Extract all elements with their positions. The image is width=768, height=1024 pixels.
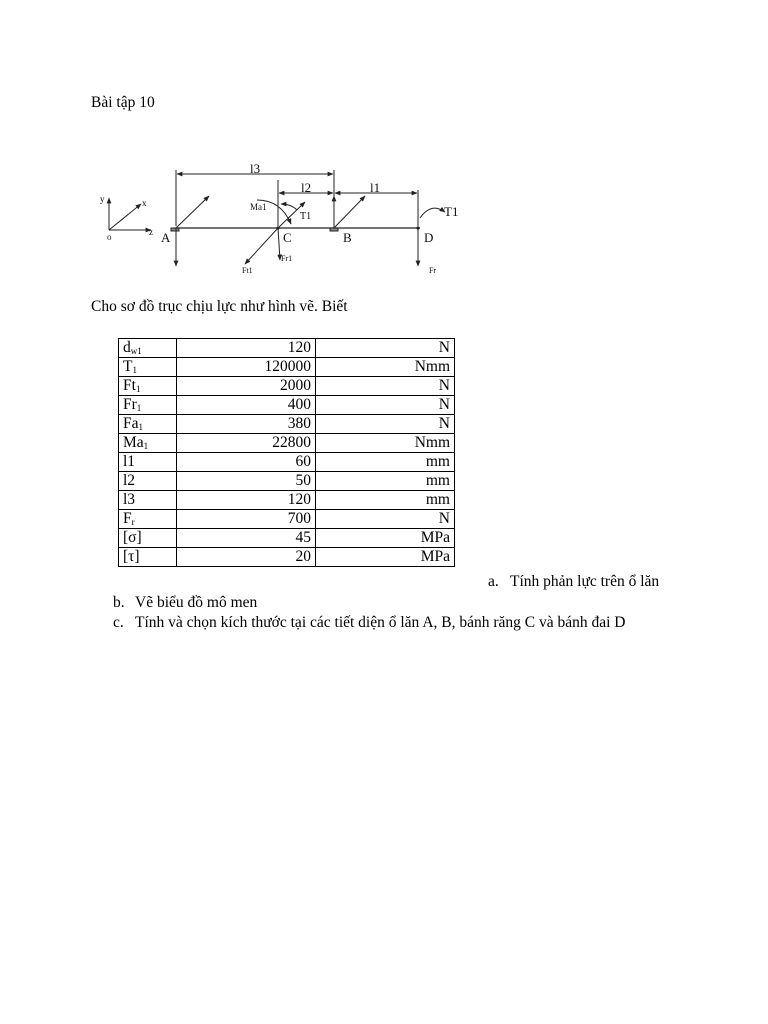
param-subscript: r — [131, 517, 135, 527]
label-d: D — [424, 230, 434, 245]
param-unit: N — [316, 396, 455, 415]
param-name-cell — [119, 453, 177, 472]
param-name-cell — [119, 415, 177, 434]
parameters-table-body — [119, 339, 455, 567]
label-b: B — [343, 230, 352, 245]
label-ft1: Ft1 — [242, 266, 253, 275]
table-row — [119, 548, 455, 567]
task-marker: c. — [113, 614, 124, 631]
label-l3: l3 — [250, 161, 261, 176]
param-name: d — [123, 339, 131, 356]
label-axis-x: x — [142, 198, 147, 208]
param-name-cell — [119, 377, 177, 396]
label-t1-pulley: T1 — [444, 204, 459, 219]
param-unit: MPa — [316, 548, 455, 567]
param-value: 120 — [177, 339, 316, 358]
parameters-table — [118, 338, 455, 567]
torque-t1-pulley — [420, 208, 445, 218]
param-subscript: 1 — [135, 384, 141, 394]
force-fr1 — [278, 228, 280, 260]
param-subscript: 1 — [132, 365, 137, 375]
param-name-cell — [119, 358, 177, 377]
table-row — [119, 339, 455, 358]
table-row — [119, 491, 455, 510]
param-value: 2000 — [177, 377, 316, 396]
param-subscript: w1 — [130, 346, 142, 356]
param-name-cell — [119, 434, 177, 453]
table-row — [119, 529, 455, 548]
param-name: F — [123, 510, 132, 527]
task-text: Tính phản lực trên ổ lăn — [510, 573, 660, 590]
param-subscript: 1 — [136, 403, 142, 413]
table-row — [119, 510, 455, 529]
param-name: [τ] — [123, 548, 140, 565]
param-name: l2 — [123, 472, 136, 489]
reaction-a-horizontal — [176, 196, 209, 228]
table-row — [119, 434, 455, 453]
param-subscript: 1 — [143, 441, 149, 451]
param-name-cell — [119, 396, 177, 415]
point-c — [276, 226, 279, 229]
param-unit: mm — [316, 453, 455, 472]
param-name-cell — [119, 510, 177, 529]
table-row — [119, 472, 455, 491]
task-item-b — [113, 594, 257, 612]
task-item-a — [488, 573, 659, 591]
param-name: T — [123, 358, 133, 375]
torque-t1-gear — [281, 204, 297, 210]
param-unit: N — [316, 415, 455, 434]
bearing-b — [330, 228, 338, 231]
label-axis-z: z — [149, 227, 153, 237]
x-axis — [109, 204, 141, 230]
param-name: Ft — [123, 377, 136, 394]
param-name-cell — [119, 472, 177, 491]
param-unit: N — [316, 339, 455, 358]
label-c: C — [283, 230, 292, 245]
param-unit: mm — [316, 472, 455, 491]
param-value: 45 — [177, 529, 316, 548]
label-l1: l1 — [370, 180, 381, 195]
problem-statement: Cho sơ đồ trục chịu lực như hình vẽ. Biết — [91, 298, 348, 315]
param-name-cell — [119, 339, 177, 358]
label-fr: Fr — [429, 266, 437, 275]
param-value: 50 — [177, 472, 316, 491]
task-text: Tính và chọn kích thước tại các tiết diện ổ lăn A, B, bánh răng C và bánh đai D — [135, 614, 626, 631]
param-name-cell — [119, 529, 177, 548]
table-row — [119, 358, 455, 377]
param-value: 380 — [177, 415, 316, 434]
param-name: l3 — [123, 491, 136, 508]
param-unit: N — [316, 510, 455, 529]
label-t1-gear: T1 — [300, 211, 312, 222]
table-row — [119, 396, 455, 415]
task-marker: a. — [488, 573, 499, 590]
param-name: Fa — [123, 415, 139, 432]
param-value: 20 — [177, 548, 316, 567]
task-marker: b. — [113, 594, 125, 611]
label-ma1: Ma1 — [250, 202, 267, 212]
param-name-cell — [119, 491, 177, 510]
table-row — [119, 377, 455, 396]
param-value: 60 — [177, 453, 316, 472]
table-row — [119, 415, 455, 434]
label-a: A — [161, 230, 171, 245]
label-l2: l2 — [301, 180, 312, 195]
param-unit: MPa — [316, 529, 455, 548]
param-value: 400 — [177, 396, 316, 415]
param-value: 700 — [177, 510, 316, 529]
param-name: Ma — [123, 434, 144, 451]
param-unit: Nmm — [316, 358, 455, 377]
point-d — [416, 226, 419, 229]
label-axis-y: y — [100, 194, 105, 204]
param-unit: N — [316, 377, 455, 396]
param-unit: Nmm — [316, 434, 455, 453]
param-value: 22800 — [177, 434, 316, 453]
param-value: 120000 — [177, 358, 316, 377]
param-unit: mm — [316, 491, 455, 510]
param-name: Fr — [123, 396, 137, 413]
label-fr1: Fr1 — [281, 254, 293, 263]
task-text: Vẽ biểu đồ mô men — [135, 594, 258, 611]
task-item-c — [113, 614, 626, 632]
param-value: 120 — [177, 491, 316, 510]
bearing-a — [171, 228, 179, 231]
table-row — [119, 453, 455, 472]
param-name-cell — [119, 548, 177, 567]
param-name: [σ] — [123, 529, 142, 546]
reaction-b-horizontal — [334, 196, 365, 228]
shaft-force-diagram — [95, 160, 475, 285]
exercise-title: Bài tập 10 — [91, 94, 155, 111]
param-name: l1 — [123, 453, 136, 470]
param-subscript: 1 — [138, 422, 143, 432]
label-axis-o: o — [107, 232, 112, 242]
force-ft1 — [245, 228, 278, 264]
